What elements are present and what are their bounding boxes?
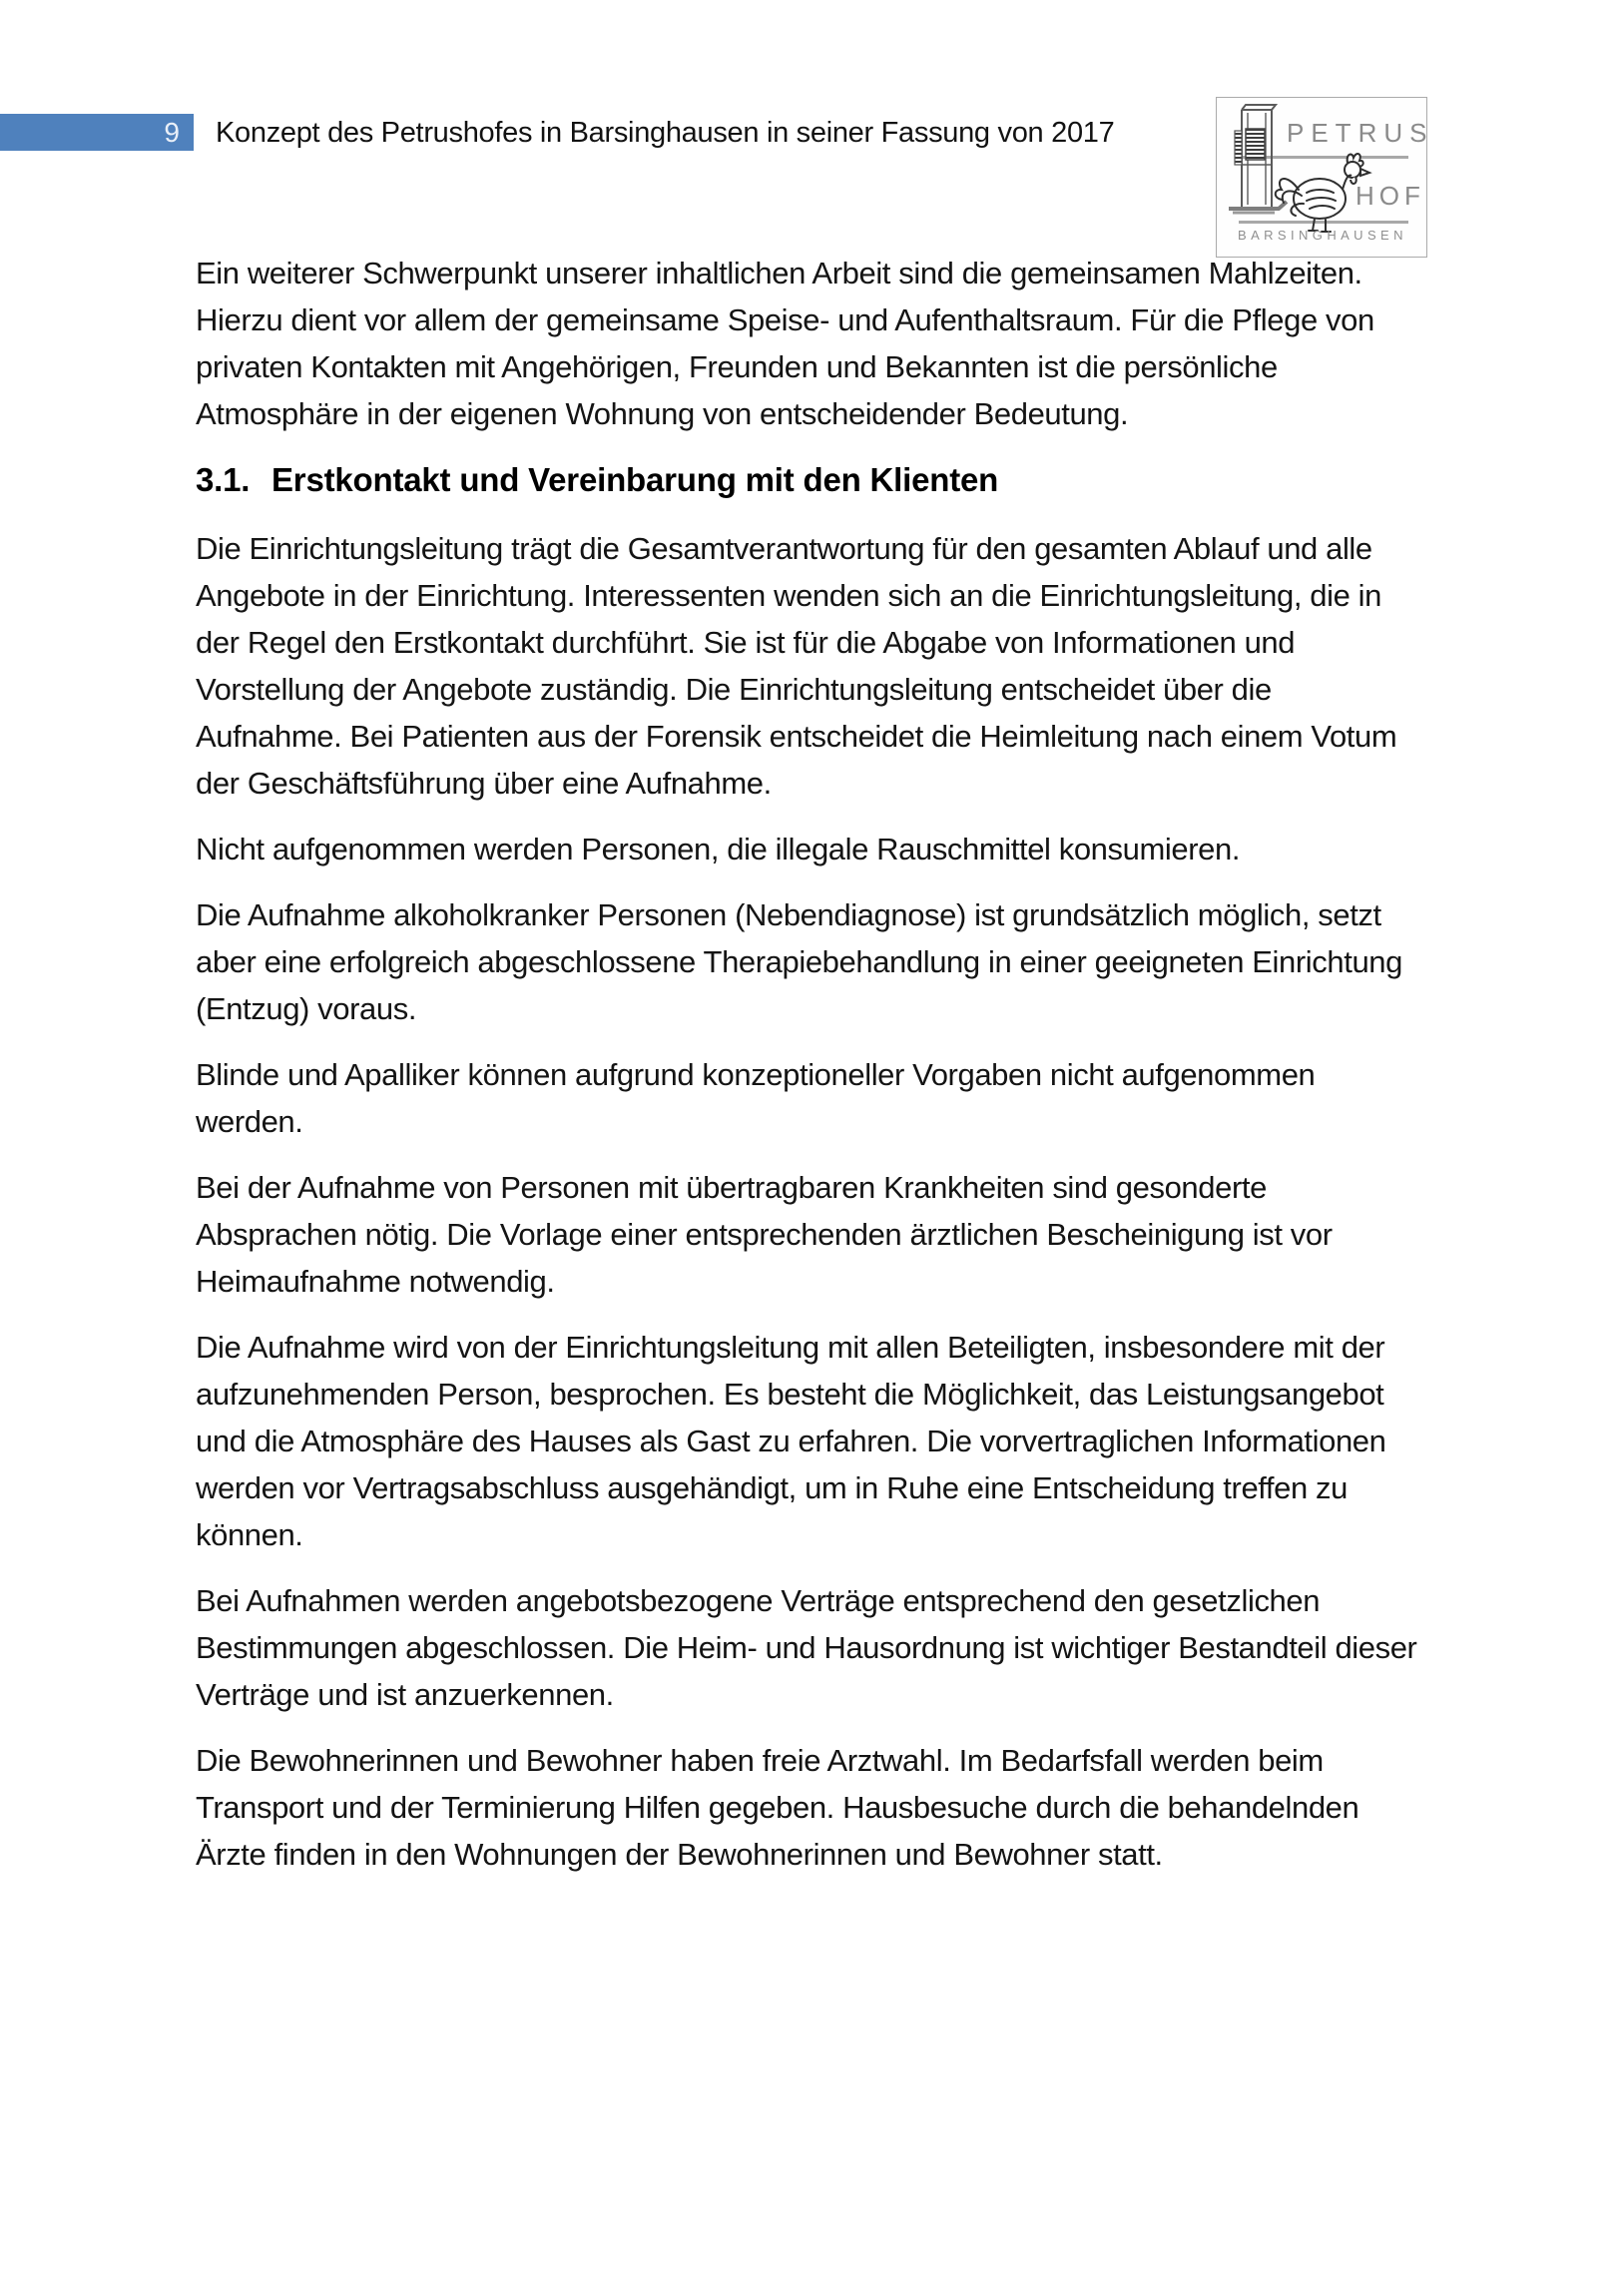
body-paragraph: Die Aufnahme wird von der Einrichtungsleitung mit allen Beteiligten, insbesondere mit der aufzunehmenden Person, besprochen. Es besteht die Möglichkeit, das Leistungsangebot und die Atmosphäre des Hauses als Gast zu erfahren. Die vorvertraglichen Informationen werden vor Vertragsabschluss ausgehändigt, um in Ruhe eine Entscheidung treffen zu können.	[196, 1330, 1386, 1552]
logo-text-hof: HOF	[1355, 181, 1425, 211]
section-title: Erstkontakt und Vereinbarung mit den Klienten	[271, 461, 999, 498]
logo-text-petrus: PETRUS	[1287, 118, 1434, 148]
intro-paragraph: Ein weiterer Schwerpunkt unserer inhaltlichen Arbeit sind die gemeinsamen Mahlzeiten. Hierzu dient vor allem der gemeinsame Speise- und Aufenthaltsraum. Für die Pflege von privaten Kontakten mit Angehörigen, Freunden und Bekannten ist die persönliche Atmosphäre in der eigenen Wohnung von entscheidender Bedeutung.	[196, 256, 1374, 431]
logo-text-barsinghausen: BARSINGHAUSEN	[1238, 228, 1407, 243]
page-number-bar	[0, 114, 194, 151]
page-number: 9	[164, 116, 180, 148]
petrushof-logo	[1216, 97, 1434, 258]
body-paragraph: Blinde und Apalliker können aufgrund konzeptioneller Vorgaben nicht aufgenommen werden.	[196, 1057, 1316, 1139]
body-paragraph: Bei Aufnahmen werden angebotsbezogene Verträge entsprechend den gesetzlichen Bestimmungen abgeschlossen. Die Heim- und Hausordnung ist wichtiger Bestandteil dieser Verträge und ist anzuerkennen.	[196, 1583, 1417, 1712]
section-number: 3.1.	[196, 461, 251, 498]
body-paragraph: Nicht aufgenommen werden Personen, die illegale Rauschmittel konsumieren.	[196, 832, 1241, 866]
body-paragraph: Die Einrichtungsleitung trägt die Gesamtverantwortung für den gesamten Ablauf und alle Angebote in der Einrichtung. Interessenten wenden sich an die Einrichtungsleitung, die in der Regel den Erstkontakt durchführt. Sie ist für die Abgabe von Informationen und Vorstellung der Angebote zuständig. Die Einrichtungsleitung entscheidet über die Aufnahme. Bei Patienten aus der Forensik entscheidet die Heimleitung nach einem Votum der Geschäftsführung über eine Aufnahme.	[196, 531, 1397, 801]
section-heading	[196, 456, 1419, 503]
document-body	[196, 250, 1419, 1897]
body-paragraph: Die Bewohnerinnen und Bewohner haben freie Arztwahl. Im Bedarfsfall werden beim Transport und der Terminierung Hilfen gegeben. Hausbesuche durch die behandelnden Ärzte finden in den Wohnungen der Bewohnerinnen und Bewohner statt.	[196, 1743, 1359, 1872]
body-paragraph: Bei der Aufnahme von Personen mit übertragbaren Krankheiten sind gesonderte Absprachen nötig. Die Vorlage einer entsprechenden ärztlichen Bescheinigung ist vor Heimaufnahme notwendig.	[196, 1170, 1333, 1299]
body-paragraph: Die Aufnahme alkoholkranker Personen (Nebendiagnose) ist grundsätzlich möglich, setzt aber eine erfolgreich abgeschlossene Therapiebehandlung in einer geeigneten Einrichtung (Entzug) voraus.	[196, 897, 1402, 1026]
running-header-title: Konzept des Petrushofes in Barsinghausen in seiner Fassung von 2017	[216, 117, 1115, 149]
